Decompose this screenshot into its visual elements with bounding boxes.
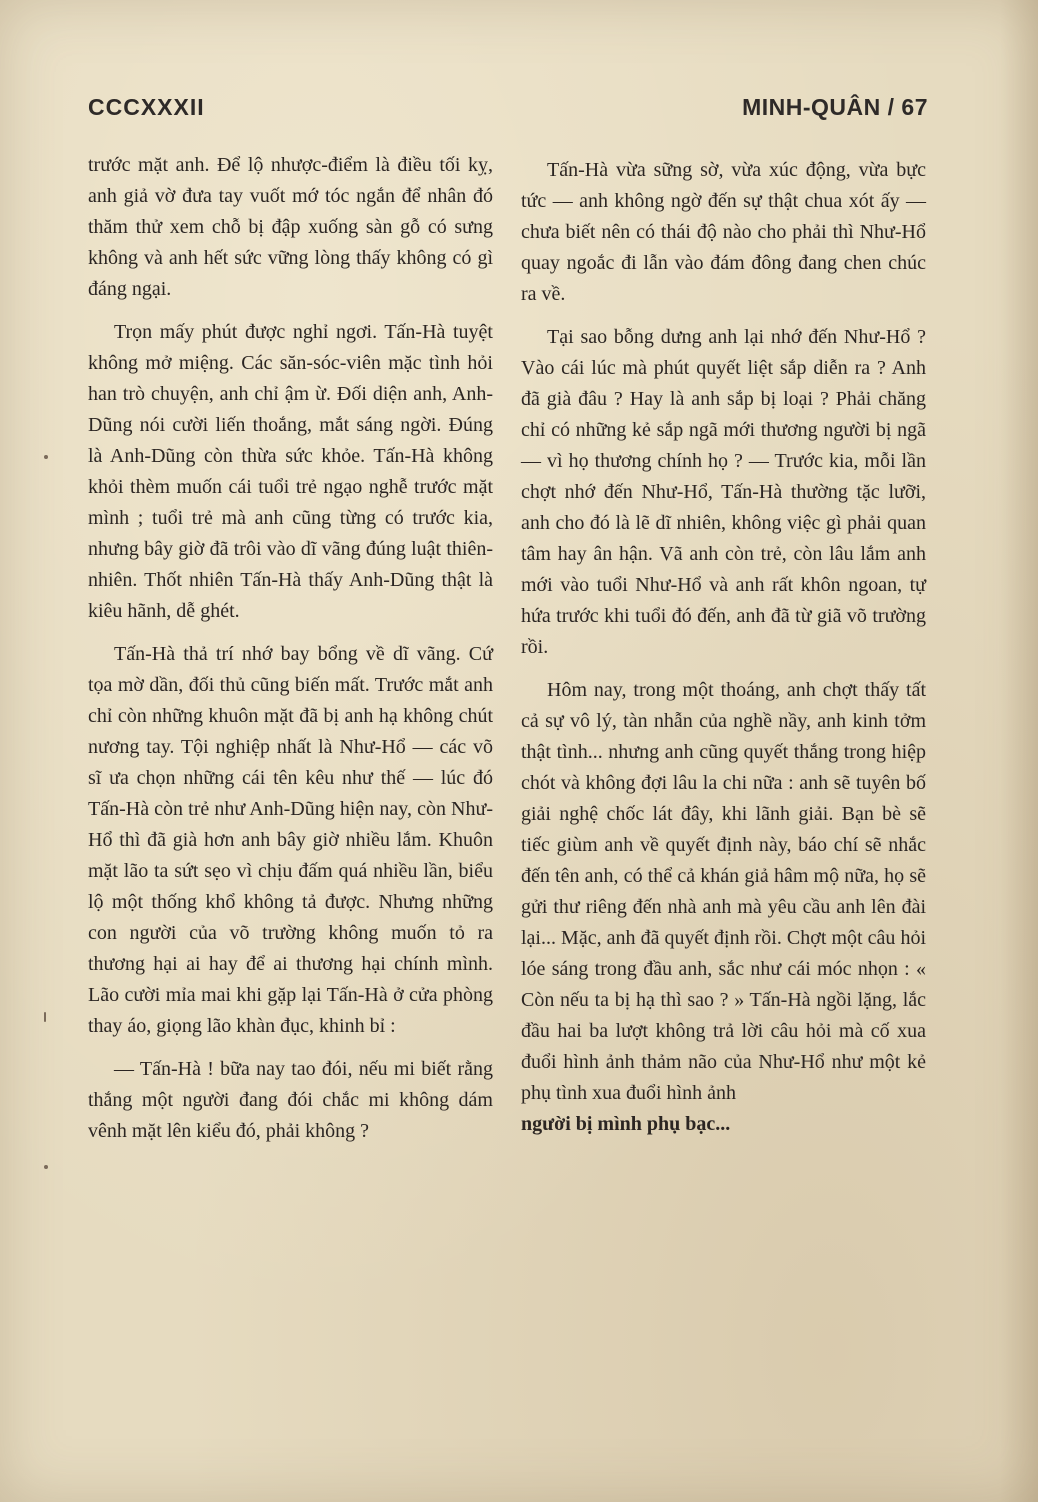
right-column <box>521 155 926 1152</box>
page-section-number: CCCXXXII <box>88 94 205 120</box>
paragraph: Trọn mấy phút được nghỉ ngơi. Tấn-Hà tuyệt không mở miệng. Các săn-sóc-viên mặc tình hỏi han trò chuyện, anh chỉ ậm ừ. Đối diện anh, Anh-Dũng nói cười liến thoắng, mắt sáng ngời. Đúng là Anh-Dũng còn thừa sức khỏe. Tấn-Hà không khỏi thèm muốn cái tuổi trẻ ngạo nghễ trước mặt mình ; tuổi trẻ mà anh cũng từng có trước kia, nhưng bây giờ đã trôi vào dĩ vãng đúng luật thiên-nhiên. Thốt nhiên Tấn-Hà thấy Anh-Dũng thật là kiêu hãnh, dễ ghét. <box>88 321 493 622</box>
paragraph: Tấn-Hà thả trí nhớ bay bổng về dĩ vãng. Cứ tọa mờ dần, đối thủ cũng biến mất. Trước mắt anh chỉ còn những khuôn mặt đã bị anh hạ không chút nương tay. Tội nghiệp nhất là Như-Hổ — các võ sĩ ưa chọn những cái tên kêu như thế — lúc đó Tấn-Hà còn trẻ như Anh-Dũng hiện nay, còn Như-Hổ thì đã già hơn anh bây giờ nhiều lắm. Khuôn mặt lão ta sứt sẹo vì chịu đấm quá nhiều lần, biểu lộ một thống khổ không tả được. Nhưng những con người của võ trường không muốn tỏ ra thương hại ai hay để ai thương hại chính mình. Lão cười mỉa mai khi gặp lại Tấn-Hà ở cửa phòng thay áo, giọng lão khàn đục, khinh bỉ : <box>88 643 493 1037</box>
paragraph: Hôm nay, trong một thoáng, anh chợt thấy tất cả sự vô lý, tàn nhẫn của nghề nầy, anh kinh tởm thật tình... nhưng anh cũng quyết thắng trong hiệp chót và không đợi lâu la chi nữa : anh sẽ tuyên bố giải nghệ chốc lát đây, khi lãnh giải. Bạn bè sẽ tiếc giùm anh về quyết định này, báo chí sẽ nhắc đến tên anh, có thể cả khán giả hâm mộ nữa, họ sẽ gửi thư riêng đến nhà anh mà yêu cầu anh lên đài lại... Mặc, anh đã quyết định rồi. Chợt một câu hỏi lóe sáng trong đầu anh, sắc như cái móc nhọn : « Còn nếu ta bị hạ thì sao ? » Tấn-Hà ngồi lặng, lắc đầu hai ba lượt không trả lời câu hỏi mà cố xua đuổi hình ảnh thảm não của Như-Hổ như một kẻ phụ tình xua đuổi hình ảnh <box>521 679 926 1104</box>
author-page-number: MINH-QUÂN / 67 <box>742 94 928 120</box>
paper-speck <box>44 1012 46 1022</box>
paper-speck <box>44 455 48 459</box>
paragraph: Tại sao bỗng dưng anh lại nhớ đến Như-Hổ ? Vào cái lúc mà phút quyết liệt sắp diễn ra ? Anh đã già đâu ? Hay là anh sắp bị loại ? Phải chăng chỉ có những kẻ sắp ngã mới thương người bị ngã — vì họ thương chính họ ? — Trước kia, mỗi lần chợt nhớ đến Như-Hổ, Tấn-Hà thường tặc lưỡi, anh cho đó là lẽ dĩ nhiên, không việc gì phải quan tâm hay ân hận. Vã anh còn trẻ, còn lâu lắm anh mới vào tuổi Như-Hổ và anh rất khôn ngoan, tự hứa trước khi tuổi đó đến, anh đã từ giã võ trường rồi. <box>521 326 926 658</box>
paper-speck <box>44 1165 48 1169</box>
paragraph: — Tấn-Hà ! bữa nay tao đói, nếu mi biết rằng thắng một người đang đói chắc mi không dám vênh mặt lên kiểu đó, phải không ? <box>88 1058 493 1142</box>
paper-edge-stain <box>1000 0 1038 1502</box>
paragraph-end: người bị mình phụ bạc... <box>521 1113 731 1135</box>
paragraph: trước mặt anh. Để lộ nhược-điểm là điều tối kỵ, anh giả vờ đưa tay vuốt mớ tóc ngắn để nhân đó thăm thử xem chỗ bị đập xuống sàn gỗ có sưng không và anh hết sức vững lòng thấy không có gì đáng ngại. <box>88 154 493 300</box>
left-column <box>88 150 493 1159</box>
paragraph: Tấn-Hà vừa sững sờ, vừa xúc động, vừa bực tức — anh không ngờ đến sự thật chua xót ấy — chưa biết nên có thái độ nào cho phải thì Như-Hổ quay ngoắc đi lẫn vào đám đông đang chen chúc ra về. <box>521 159 926 305</box>
